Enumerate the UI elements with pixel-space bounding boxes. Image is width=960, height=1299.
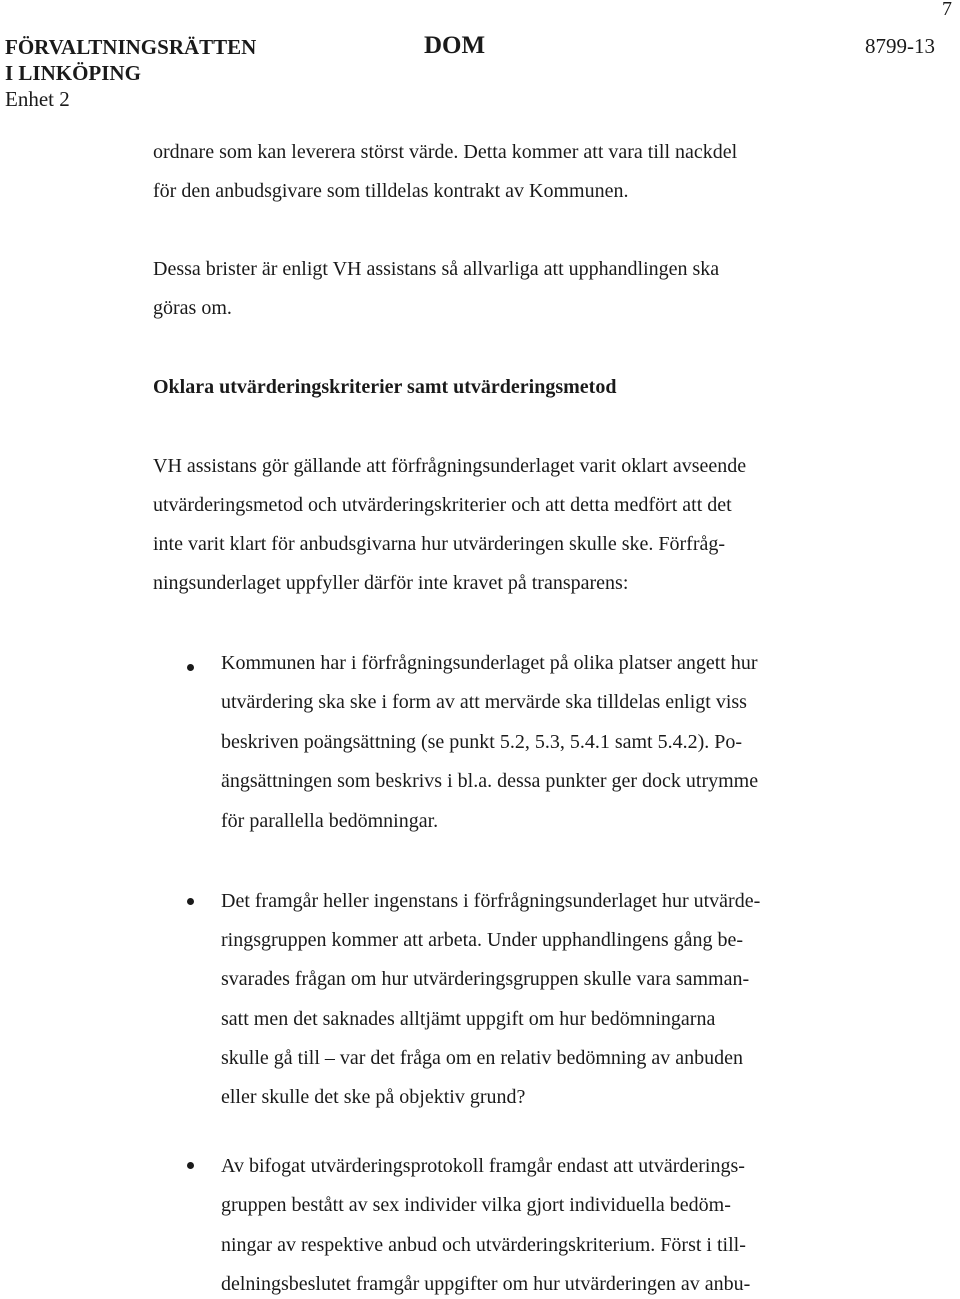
text-line: ningsunderlaget uppfyller därför inte kravet på transparens: xyxy=(153,572,629,594)
unit-name: Enhet 2 xyxy=(5,87,70,111)
text-line: göras om. xyxy=(153,297,232,319)
text-line: ringsgruppen kommer att arbeta. Under upphandlingens gång be- xyxy=(221,929,744,951)
text-line: inte varit klart för anbudsgivarna hur utvärderingen skulle ske. Förfråg- xyxy=(153,533,726,555)
text-line: Dessa brister är enligt VH assistans så allvarliga att upphandlingen ska xyxy=(153,258,720,280)
court-name-line1: FÖRVALTNINGSRÄTTEN xyxy=(5,35,257,59)
text-line: Av bifogat utvärderingsprotokoll framgår endast att utvärderings- xyxy=(221,1155,745,1177)
text-line: svarades frågan om hur utvärderingsgruppen skulle vara samman- xyxy=(221,968,750,990)
text-line: eller skulle det ske på objektiv grund? xyxy=(221,1086,526,1108)
court-name xyxy=(5,34,256,86)
text-line: ängsättningen som beskrivs i bl.a. dessa punkter ger dock utrymme xyxy=(221,770,759,792)
text-line: delningsbeslutet framgår uppgifter om hur utvärderingen av anbu- xyxy=(221,1273,751,1295)
text-line: Det framgår heller ingenstans i förfrågningsunderlaget hur utvärde- xyxy=(221,890,761,912)
text-line: Kommunen har i förfrågningsunderlaget på olika platser angett hur xyxy=(221,652,758,674)
document-type: DOM xyxy=(424,32,486,59)
text-line: för den anbudsgivare som tilldelas kontrakt av Kommunen. xyxy=(153,180,629,202)
case-number: 8799-13 xyxy=(865,34,935,58)
page-number: 7 xyxy=(942,0,952,20)
section-heading: Oklara utvärderingskriterier samt utvärderingsmetod xyxy=(153,376,617,398)
text-line: ningar av respektive anbud och utvärderingskriterium. Först i till- xyxy=(221,1234,746,1256)
court-name-line2: I LINKÖPING xyxy=(5,61,141,85)
text-line: gruppen bestått av sex individer vilka gjort individuella bedöm- xyxy=(221,1194,731,1216)
text-line: skulle gå till – var det fråga om en relativ bedömning av anbuden xyxy=(221,1047,744,1069)
text-line: utvärdering ska ske i form av att mervärde ska tilldelas enligt viss xyxy=(221,691,747,713)
text-line: beskriven poängsättning (se punkt 5.2, 5.3, 5.4.1 samt 5.4.2). Po- xyxy=(221,731,743,753)
bullet-icon xyxy=(187,898,194,905)
bullet-icon xyxy=(187,664,194,671)
bullet-icon xyxy=(187,1162,194,1169)
text-line: ordnare som kan leverera störst värde. Detta kommer att vara till nackdel xyxy=(153,141,738,163)
text-line: utvärderingsmetod och utvärderingskriterier och att detta medfört att det xyxy=(153,494,732,516)
text-line: VH assistans gör gällande att förfrågningsunderlaget varit oklart avseende xyxy=(153,455,747,477)
text-line: för parallella bedömningar. xyxy=(221,810,439,832)
text-line: satt men det saknades alltjämt uppgift om hur bedömningarna xyxy=(221,1008,716,1030)
